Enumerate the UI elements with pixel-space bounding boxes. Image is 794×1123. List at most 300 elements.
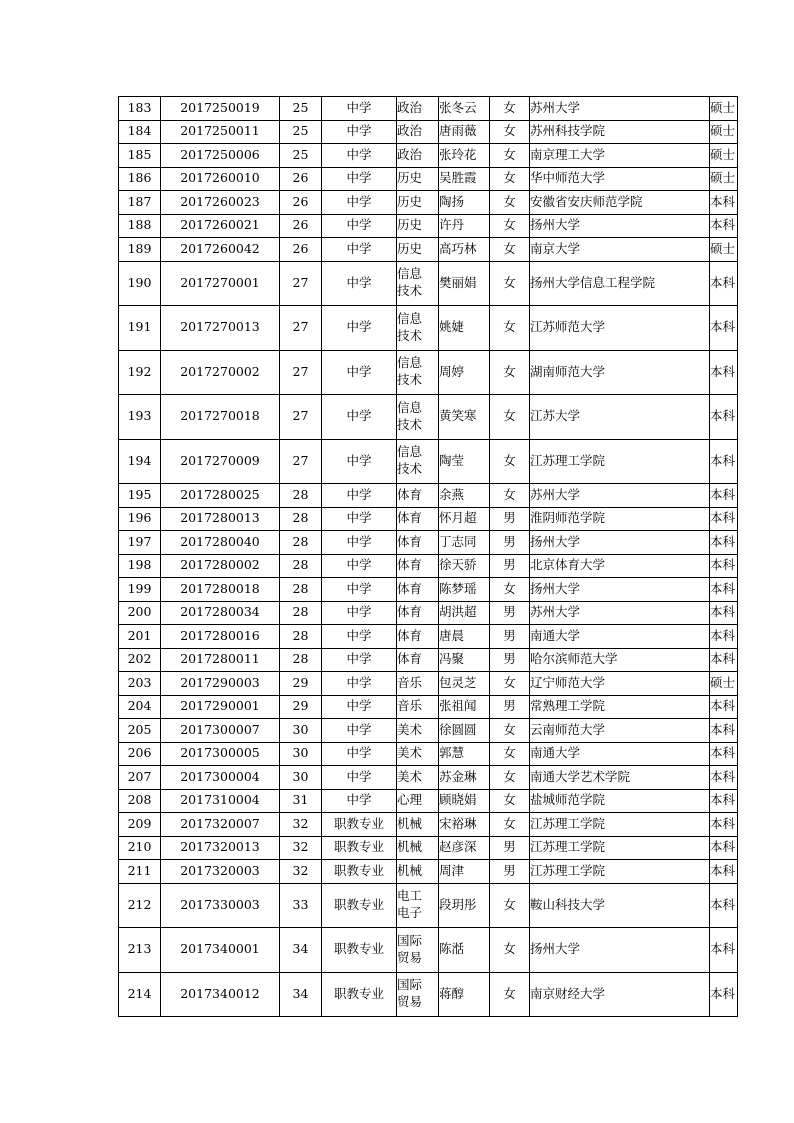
graduate-school-cell: 云南师范大学 [530, 719, 710, 743]
school-level-cell: 中学 [322, 167, 397, 191]
degree-cell: 本科 [710, 742, 738, 766]
graduate-school-cell: 江苏师范大学 [530, 306, 710, 351]
school-level-cell: 中学 [322, 601, 397, 625]
row-number-cell: 211 [119, 860, 161, 884]
gender-cell: 男 [490, 860, 530, 884]
candidate-id-cell: 2017290003 [161, 672, 280, 696]
graduate-school-cell: 南京财经大学 [530, 972, 710, 1017]
subject-cell: 体育 [397, 648, 439, 672]
position-code-cell: 31 [280, 789, 322, 813]
table-row [119, 672, 738, 696]
candidate-id-cell: 2017270001 [161, 261, 280, 306]
row-number-cell: 184 [119, 120, 161, 144]
graduate-school-cell: 南通大学 [530, 625, 710, 649]
table-row [119, 578, 738, 602]
subject-cell: 历史 [397, 238, 439, 262]
row-number-cell: 186 [119, 167, 161, 191]
position-code-cell: 34 [280, 972, 322, 1017]
subject-cell: 音乐 [397, 695, 439, 719]
subject-cell: 国际 贸易 [397, 972, 439, 1017]
table-row [119, 395, 738, 440]
school-level-cell: 中学 [322, 695, 397, 719]
subject-cell: 历史 [397, 191, 439, 215]
graduate-school-cell: 江苏理工学院 [530, 836, 710, 860]
row-number-cell: 208 [119, 789, 161, 813]
school-level-cell: 中学 [322, 350, 397, 395]
position-code-cell: 32 [280, 813, 322, 837]
position-code-cell: 27 [280, 395, 322, 440]
name-cell: 黄笑寒 [439, 395, 490, 440]
subject-cell: 音乐 [397, 672, 439, 696]
table-row [119, 789, 738, 813]
row-number-cell: 205 [119, 719, 161, 743]
degree-cell: 本科 [710, 928, 738, 973]
graduate-school-cell: 扬州大学信息工程学院 [530, 261, 710, 306]
table-row [119, 648, 738, 672]
position-code-cell: 26 [280, 214, 322, 238]
graduate-school-cell: 盐城师范学院 [530, 789, 710, 813]
candidate-id-cell: 2017300005 [161, 742, 280, 766]
subject-cell: 体育 [397, 578, 439, 602]
school-level-cell: 中学 [322, 742, 397, 766]
table-row [119, 719, 738, 743]
candidate-id-cell: 2017280002 [161, 554, 280, 578]
gender-cell: 女 [490, 766, 530, 790]
table-row [119, 191, 738, 215]
name-cell: 姚婕 [439, 306, 490, 351]
row-number-cell: 194 [119, 439, 161, 484]
row-number-cell: 209 [119, 813, 161, 837]
candidate-id-cell: 2017250019 [161, 97, 280, 121]
degree-cell: 本科 [710, 813, 738, 837]
subject-cell: 信息 技术 [397, 395, 439, 440]
table-row [119, 554, 738, 578]
subject-cell: 体育 [397, 601, 439, 625]
name-cell: 郭慧 [439, 742, 490, 766]
subject-cell: 心理 [397, 789, 439, 813]
subject-cell: 美术 [397, 766, 439, 790]
gender-cell: 女 [490, 238, 530, 262]
table-row [119, 742, 738, 766]
row-number-cell: 193 [119, 395, 161, 440]
school-level-cell: 职教专业 [322, 972, 397, 1017]
school-level-cell: 中学 [322, 625, 397, 649]
name-cell: 胡洪超 [439, 601, 490, 625]
row-number-cell: 195 [119, 484, 161, 508]
table-row [119, 350, 738, 395]
degree-cell: 本科 [710, 695, 738, 719]
subject-cell: 政治 [397, 144, 439, 168]
row-number-cell: 199 [119, 578, 161, 602]
graduate-school-cell: 江苏理工学院 [530, 860, 710, 884]
position-code-cell: 25 [280, 120, 322, 144]
gender-cell: 男 [490, 507, 530, 531]
position-code-cell: 25 [280, 97, 322, 121]
position-code-cell: 27 [280, 261, 322, 306]
row-number-cell: 197 [119, 531, 161, 555]
position-code-cell: 32 [280, 836, 322, 860]
degree-cell: 本科 [710, 261, 738, 306]
candidate-id-cell: 2017260042 [161, 238, 280, 262]
name-cell: 余燕 [439, 484, 490, 508]
gender-cell: 女 [490, 972, 530, 1017]
position-code-cell: 27 [280, 439, 322, 484]
school-level-cell: 中学 [322, 144, 397, 168]
subject-cell: 历史 [397, 167, 439, 191]
subject-cell: 历史 [397, 214, 439, 238]
graduate-school-cell: 鞍山科技大学 [530, 883, 710, 928]
graduate-school-cell: 南京理工大学 [530, 144, 710, 168]
gender-cell: 女 [490, 261, 530, 306]
name-cell: 徐天骄 [439, 554, 490, 578]
degree-cell: 硕士 [710, 672, 738, 696]
degree-cell: 本科 [710, 601, 738, 625]
graduate-school-cell: 华中师范大学 [530, 167, 710, 191]
gender-cell: 女 [490, 883, 530, 928]
school-level-cell: 中学 [322, 191, 397, 215]
candidate-id-cell: 2017280034 [161, 601, 280, 625]
row-number-cell: 187 [119, 191, 161, 215]
candidate-id-cell: 2017250006 [161, 144, 280, 168]
degree-cell: 本科 [710, 836, 738, 860]
row-number-cell: 202 [119, 648, 161, 672]
candidate-id-cell: 2017320003 [161, 860, 280, 884]
degree-cell: 本科 [710, 860, 738, 884]
candidate-id-cell: 2017290001 [161, 695, 280, 719]
position-code-cell: 28 [280, 625, 322, 649]
graduate-school-cell: 江苏理工学院 [530, 813, 710, 837]
candidate-id-cell: 2017270009 [161, 439, 280, 484]
position-code-cell: 34 [280, 928, 322, 973]
gender-cell: 男 [490, 601, 530, 625]
degree-cell: 硕士 [710, 167, 738, 191]
subject-cell: 机械 [397, 813, 439, 837]
name-cell: 许丹 [439, 214, 490, 238]
candidate-id-cell: 2017280018 [161, 578, 280, 602]
name-cell: 怀月超 [439, 507, 490, 531]
table-row [119, 484, 738, 508]
gender-cell: 女 [490, 350, 530, 395]
name-cell: 段玥彤 [439, 883, 490, 928]
gender-cell: 女 [490, 97, 530, 121]
table-row [119, 928, 738, 973]
graduate-school-cell: 苏州大学 [530, 97, 710, 121]
table-row [119, 531, 738, 555]
position-code-cell: 25 [280, 144, 322, 168]
gender-cell: 男 [490, 625, 530, 649]
table-row [119, 306, 738, 351]
degree-cell: 本科 [710, 214, 738, 238]
table-row [119, 507, 738, 531]
gender-cell: 女 [490, 719, 530, 743]
table-row [119, 238, 738, 262]
gender-cell: 男 [490, 695, 530, 719]
table-row [119, 972, 738, 1017]
graduate-school-cell: 扬州大学 [530, 214, 710, 238]
school-level-cell: 中学 [322, 214, 397, 238]
table-row [119, 625, 738, 649]
degree-cell: 硕士 [710, 120, 738, 144]
degree-cell: 硕士 [710, 144, 738, 168]
school-level-cell: 职教专业 [322, 813, 397, 837]
row-number-cell: 183 [119, 97, 161, 121]
position-code-cell: 28 [280, 554, 322, 578]
graduate-school-cell: 江苏大学 [530, 395, 710, 440]
gender-cell: 女 [490, 742, 530, 766]
school-level-cell: 职教专业 [322, 883, 397, 928]
row-number-cell: 207 [119, 766, 161, 790]
subject-cell: 政治 [397, 120, 439, 144]
name-cell: 苏金琳 [439, 766, 490, 790]
graduate-school-cell: 哈尔滨师范大学 [530, 648, 710, 672]
graduate-school-cell: 湖南师范大学 [530, 350, 710, 395]
position-code-cell: 26 [280, 238, 322, 262]
candidate-id-cell: 2017260023 [161, 191, 280, 215]
candidate-id-cell: 2017280013 [161, 507, 280, 531]
table-row [119, 883, 738, 928]
subject-cell: 信息 技术 [397, 306, 439, 351]
gender-cell: 男 [490, 531, 530, 555]
position-code-cell: 33 [280, 883, 322, 928]
candidate-id-cell: 2017320007 [161, 813, 280, 837]
gender-cell: 女 [490, 484, 530, 508]
candidate-id-cell: 2017250011 [161, 120, 280, 144]
school-level-cell: 中学 [322, 789, 397, 813]
name-cell: 高巧林 [439, 238, 490, 262]
row-number-cell: 185 [119, 144, 161, 168]
name-cell: 陶扬 [439, 191, 490, 215]
gender-cell: 女 [490, 578, 530, 602]
table-row [119, 167, 738, 191]
position-code-cell: 27 [280, 306, 322, 351]
school-level-cell: 中学 [322, 261, 397, 306]
table-row [119, 120, 738, 144]
candidate-id-cell: 2017260021 [161, 214, 280, 238]
school-level-cell: 中学 [322, 554, 397, 578]
graduate-school-cell: 辽宁师范大学 [530, 672, 710, 696]
school-level-cell: 中学 [322, 306, 397, 351]
row-number-cell: 206 [119, 742, 161, 766]
name-cell: 顾晓娟 [439, 789, 490, 813]
degree-cell: 本科 [710, 306, 738, 351]
table-row [119, 601, 738, 625]
name-cell: 陈梦瑶 [439, 578, 490, 602]
row-number-cell: 191 [119, 306, 161, 351]
candidate-id-cell: 2017340012 [161, 972, 280, 1017]
row-number-cell: 192 [119, 350, 161, 395]
candidate-roster-table [118, 96, 738, 1017]
row-number-cell: 188 [119, 214, 161, 238]
graduate-school-cell: 苏州科技学院 [530, 120, 710, 144]
gender-cell: 女 [490, 306, 530, 351]
row-number-cell: 189 [119, 238, 161, 262]
candidate-id-cell: 2017270013 [161, 306, 280, 351]
table-row [119, 439, 738, 484]
name-cell: 张祖闻 [439, 695, 490, 719]
school-level-cell: 职教专业 [322, 836, 397, 860]
graduate-school-cell: 常熟理工学院 [530, 695, 710, 719]
candidate-id-cell: 2017320013 [161, 836, 280, 860]
position-code-cell: 27 [280, 350, 322, 395]
gender-cell: 女 [490, 789, 530, 813]
degree-cell: 本科 [710, 972, 738, 1017]
position-code-cell: 28 [280, 484, 322, 508]
degree-cell: 本科 [710, 883, 738, 928]
degree-cell: 本科 [710, 531, 738, 555]
table-row [119, 97, 738, 121]
row-number-cell: 213 [119, 928, 161, 973]
name-cell: 樊丽娟 [439, 261, 490, 306]
position-code-cell: 28 [280, 601, 322, 625]
subject-cell: 体育 [397, 507, 439, 531]
position-code-cell: 29 [280, 672, 322, 696]
position-code-cell: 29 [280, 695, 322, 719]
row-number-cell: 190 [119, 261, 161, 306]
subject-cell: 体育 [397, 554, 439, 578]
position-code-cell: 28 [280, 531, 322, 555]
subject-cell: 机械 [397, 836, 439, 860]
school-level-cell: 中学 [322, 395, 397, 440]
gender-cell: 女 [490, 928, 530, 973]
degree-cell: 本科 [710, 439, 738, 484]
graduate-school-cell: 苏州大学 [530, 601, 710, 625]
degree-cell: 本科 [710, 191, 738, 215]
school-level-cell: 中学 [322, 238, 397, 262]
table-row [119, 766, 738, 790]
candidate-id-cell: 2017340001 [161, 928, 280, 973]
subject-cell: 政治 [397, 97, 439, 121]
name-cell: 张玲花 [439, 144, 490, 168]
degree-cell: 本科 [710, 578, 738, 602]
subject-cell: 体育 [397, 484, 439, 508]
degree-cell: 本科 [710, 719, 738, 743]
name-cell: 吴胜霞 [439, 167, 490, 191]
subject-cell: 机械 [397, 860, 439, 884]
table-row [119, 144, 738, 168]
gender-cell: 男 [490, 554, 530, 578]
gender-cell: 男 [490, 836, 530, 860]
row-number-cell: 214 [119, 972, 161, 1017]
name-cell: 包灵芝 [439, 672, 490, 696]
gender-cell: 女 [490, 214, 530, 238]
subject-cell: 信息 技术 [397, 261, 439, 306]
name-cell: 张冬云 [439, 97, 490, 121]
candidate-id-cell: 2017280040 [161, 531, 280, 555]
school-level-cell: 中学 [322, 766, 397, 790]
graduate-school-cell: 扬州大学 [530, 578, 710, 602]
school-level-cell: 职教专业 [322, 928, 397, 973]
subject-cell: 美术 [397, 742, 439, 766]
graduate-school-cell: 扬州大学 [530, 531, 710, 555]
graduate-school-cell: 安徽省安庆师范学院 [530, 191, 710, 215]
position-code-cell: 26 [280, 167, 322, 191]
position-code-cell: 32 [280, 860, 322, 884]
graduate-school-cell: 南通大学 [530, 742, 710, 766]
gender-cell: 女 [490, 672, 530, 696]
degree-cell: 本科 [710, 648, 738, 672]
table-row [119, 813, 738, 837]
degree-cell: 本科 [710, 625, 738, 649]
candidate-id-cell: 2017280025 [161, 484, 280, 508]
degree-cell: 本科 [710, 350, 738, 395]
position-code-cell: 30 [280, 766, 322, 790]
school-level-cell: 中学 [322, 120, 397, 144]
degree-cell: 硕士 [710, 238, 738, 262]
degree-cell: 本科 [710, 395, 738, 440]
row-number-cell: 204 [119, 695, 161, 719]
name-cell: 周津 [439, 860, 490, 884]
graduate-school-cell: 苏州大学 [530, 484, 710, 508]
subject-cell: 体育 [397, 531, 439, 555]
subject-cell: 美术 [397, 719, 439, 743]
table-row [119, 695, 738, 719]
table-row [119, 836, 738, 860]
gender-cell: 女 [490, 439, 530, 484]
candidate-id-cell: 2017300007 [161, 719, 280, 743]
name-cell: 丁志同 [439, 531, 490, 555]
candidate-id-cell: 2017300004 [161, 766, 280, 790]
school-level-cell: 中学 [322, 719, 397, 743]
roster-body [119, 97, 738, 1017]
row-number-cell: 212 [119, 883, 161, 928]
candidate-id-cell: 2017310004 [161, 789, 280, 813]
gender-cell: 男 [490, 648, 530, 672]
degree-cell: 本科 [710, 789, 738, 813]
position-code-cell: 26 [280, 191, 322, 215]
school-level-cell: 中学 [322, 507, 397, 531]
school-level-cell: 中学 [322, 531, 397, 555]
graduate-school-cell: 扬州大学 [530, 928, 710, 973]
graduate-school-cell: 淮阴师范学院 [530, 507, 710, 531]
graduate-school-cell: 南京大学 [530, 238, 710, 262]
graduate-school-cell: 北京体育大学 [530, 554, 710, 578]
name-cell: 宋裕琳 [439, 813, 490, 837]
table-row [119, 214, 738, 238]
table-row [119, 860, 738, 884]
name-cell: 冯聚 [439, 648, 490, 672]
candidate-id-cell: 2017270002 [161, 350, 280, 395]
row-number-cell: 203 [119, 672, 161, 696]
position-code-cell: 30 [280, 742, 322, 766]
name-cell: 赵彦深 [439, 836, 490, 860]
school-level-cell: 中学 [322, 97, 397, 121]
table-row [119, 261, 738, 306]
candidate-id-cell: 2017280016 [161, 625, 280, 649]
gender-cell: 女 [490, 167, 530, 191]
subject-cell: 国际 贸易 [397, 928, 439, 973]
school-level-cell: 中学 [322, 672, 397, 696]
name-cell: 徐圆圆 [439, 719, 490, 743]
graduate-school-cell: 南通大学艺术学院 [530, 766, 710, 790]
graduate-school-cell: 江苏理工学院 [530, 439, 710, 484]
gender-cell: 女 [490, 191, 530, 215]
candidate-id-cell: 2017330003 [161, 883, 280, 928]
row-number-cell: 200 [119, 601, 161, 625]
gender-cell: 女 [490, 120, 530, 144]
degree-cell: 本科 [710, 484, 738, 508]
name-cell: 陶莹 [439, 439, 490, 484]
name-cell: 唐晨 [439, 625, 490, 649]
row-number-cell: 201 [119, 625, 161, 649]
gender-cell: 女 [490, 813, 530, 837]
subject-cell: 信息 技术 [397, 350, 439, 395]
name-cell: 唐雨薇 [439, 120, 490, 144]
degree-cell: 本科 [710, 554, 738, 578]
row-number-cell: 210 [119, 836, 161, 860]
school-level-cell: 职教专业 [322, 860, 397, 884]
row-number-cell: 196 [119, 507, 161, 531]
position-code-cell: 28 [280, 507, 322, 531]
